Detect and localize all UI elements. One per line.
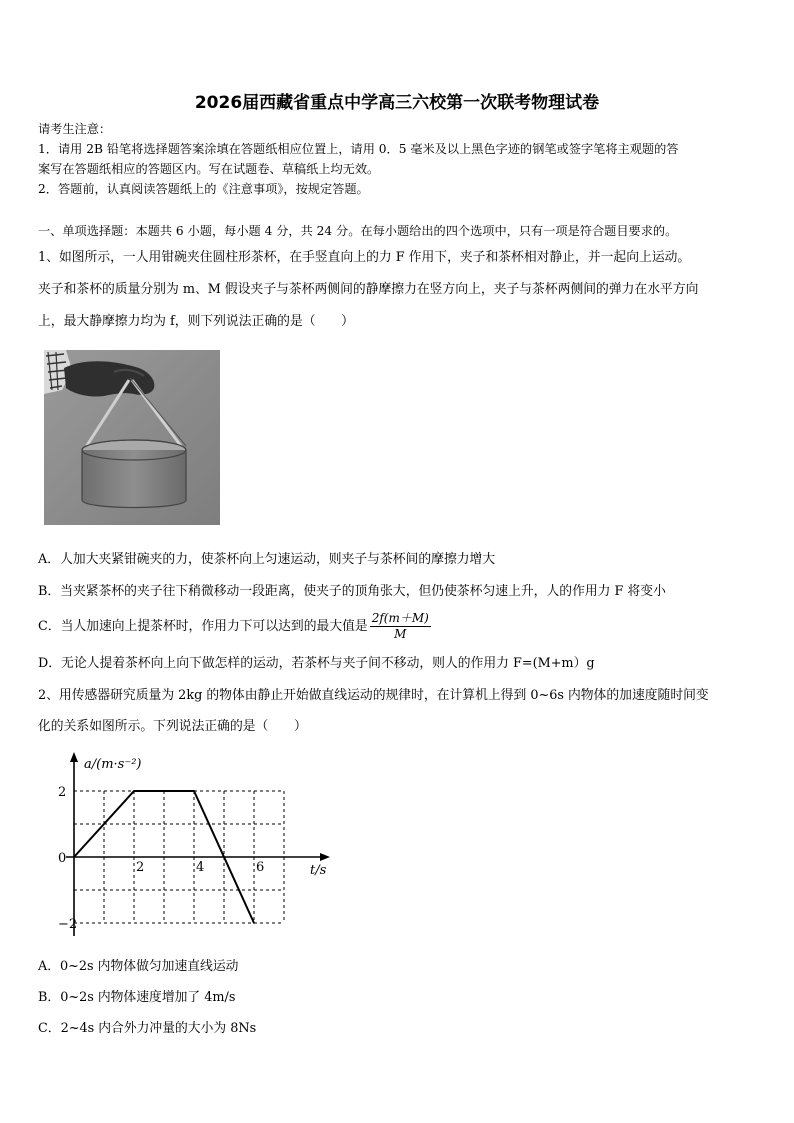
q1-stem-line-1: 1、如图所示，一人用钳碗夹住圆柱形茶杯，在手竖直向上的力 F 作用下，夹子和茶杯相对静止，并一起向上运动。: [38, 250, 691, 265]
x-tick-label: 4: [196, 860, 205, 875]
notice-item-1-line-1: 1．请用 2B 铅笔将选择题答案涂填在答题纸相应位置上，请用 0．5 毫米及以上黑色字迹的钢笔或签字笔将主观题的答: [38, 142, 679, 156]
max-force-fraction: [370, 611, 431, 642]
q1-option-c: [38, 610, 431, 644]
q1-option-c-text: C．当人加速向上提茶杯时，作用力下可以达到的最大值是: [38, 619, 368, 634]
q1-stem-line-3: 上，最大静摩擦力均为 f，则下列说法正确的是（ ）: [38, 314, 354, 329]
teacup-tongs-photo: [44, 350, 220, 525]
x-axis-arrow: [320, 853, 330, 861]
acceleration-time-graph: [56, 752, 336, 942]
data-point: [133, 790, 135, 792]
q1-stem-line-2: 夹子和茶杯的质量分别为 m、M 假设夹子与茶杯两侧间的静摩擦力在竖方向上，夹子与茶杯两侧间的弹力在水平方向: [38, 282, 699, 297]
data-point: [193, 790, 195, 792]
q2-stem-line-2: 化的关系如图所示。下列说法正确的是（ ）: [38, 719, 307, 734]
acceleration-chart-svg: [56, 752, 336, 942]
x-tick-label: 2: [136, 860, 145, 875]
q1-option-a: A．人加大夹紧钳碗夹的力，使茶杯向上匀速运动，则夹子与茶杯间的摩擦力增大: [38, 552, 496, 567]
y-tick-label: −2: [58, 917, 78, 932]
q1-option-d: D．无论人提着茶杯向上向下做怎样的运动，若茶杯与夹子间不移动，则人的作用力 F=(M+m）g: [38, 656, 595, 671]
x-tick-label: 6: [256, 860, 265, 875]
q1-option-b: B．当夹紧茶杯的夹子往下稍微移动一段距离，使夹子的顶角张大，但仍使茶杯匀速上升，人的作用力 F 将变小: [38, 584, 666, 599]
notice-heading: 请考生注意：: [38, 122, 112, 136]
q2-stem-line-1: 2、用传感器研究质量为 2kg 的物体由静止开始做直线运动的规律时，在计算机上得到 0~6s 内物体的加速度随时间变: [38, 688, 709, 703]
q2-option-c: C．2~4s 内合外力冲量的大小为 8Ns: [38, 1021, 257, 1036]
x-axis-label: t/s: [310, 863, 327, 878]
y-tick-label: 2: [58, 785, 67, 800]
q2-option-a: A．0~2s 内物体做匀加速直线运动: [38, 959, 239, 974]
data-point: [253, 922, 255, 924]
fraction-denominator: M: [394, 627, 407, 641]
y-axis-arrow: [70, 752, 78, 762]
notice-item-1-line-2: 案写在答题纸相应的答题区内。写在试题卷、草稿纸上均无效。: [38, 162, 380, 176]
page-title: 2026届西藏省重点中学高三六校第一次联考物理试卷: [194, 93, 600, 113]
fraction-numerator: 2f(m＋M): [371, 611, 429, 625]
data-point: [73, 856, 75, 858]
y-axis-label: a/(m·s⁻²): [84, 757, 142, 772]
q2-option-b: B．0~2s 内物体速度增加了 4m/s: [38, 990, 236, 1005]
section-heading: 一、单项选择题：本题共 6 小题，每小题 4 分，共 24 分。在每小题给出的四个选项中，只有一项是符合题目要求的。: [38, 224, 678, 238]
y-tick-label: 0: [58, 851, 67, 866]
notice-item-2: 2．答题前，认真阅读答题纸上的《注意事项》，按规定答题。: [38, 182, 369, 196]
teacup-tongs-illustration: [44, 350, 220, 525]
